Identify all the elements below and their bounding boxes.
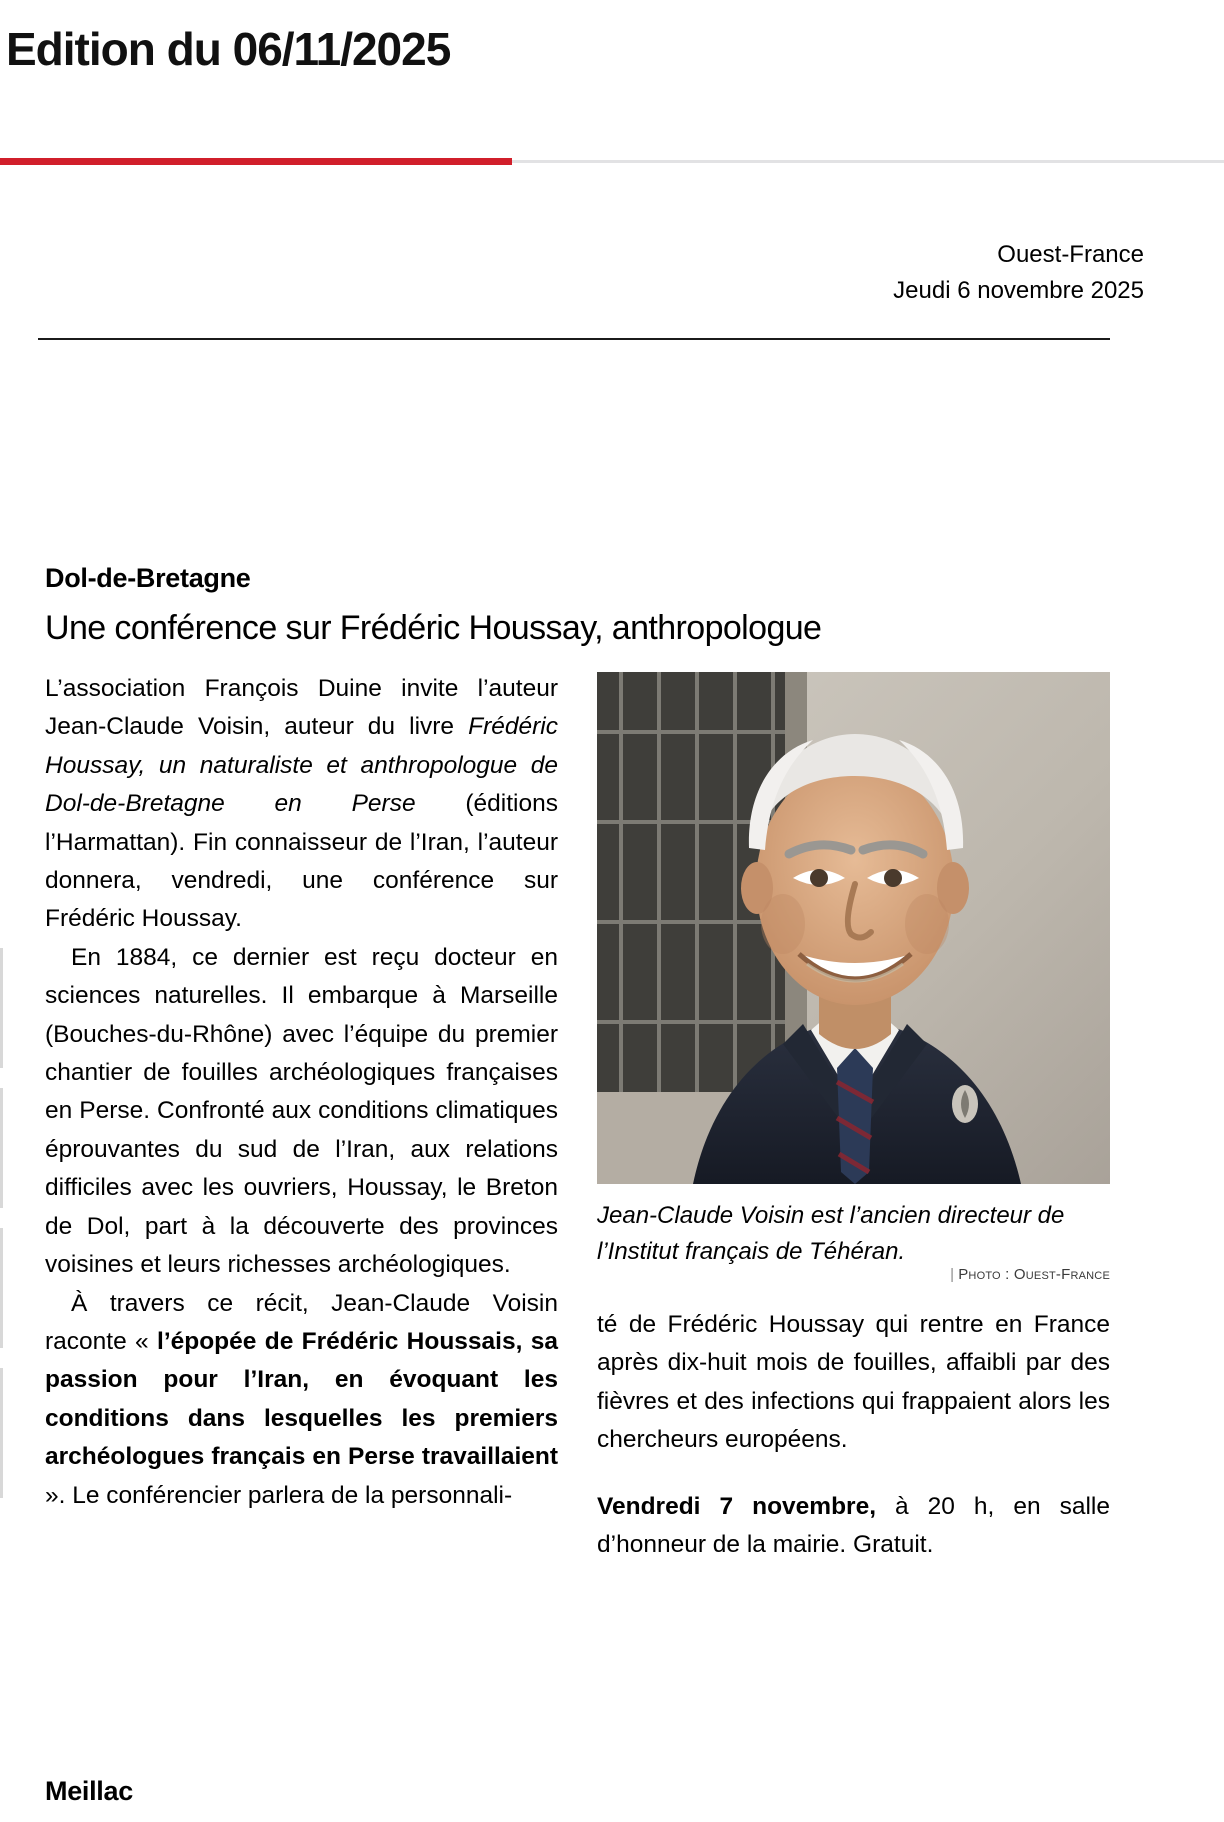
masthead [893, 237, 1144, 309]
article-column-right [597, 1306, 1110, 1564]
paragraph-3-text-a: À travers ce récit, Jean-Claude Voisin raconte « [45, 1289, 558, 1355]
scan-edge-mark-3 [0, 1228, 3, 1348]
masthead-divider [38, 338, 1110, 340]
paragraph-1-text-a: L’association François Duine invite l’auteur Jean-Claude Voisin, auteur du livre [45, 675, 558, 741]
paragraph-3-quote: l’épopée de Frédéric Houssais, sa passion pour l’Iran, en évoquant les conditions dans lesquelles les premiers archéologues français en Perse travaillaient [45, 1327, 558, 1471]
scan-edge-mark-4 [0, 1368, 3, 1498]
photo-caption: Jean-Claude Voisin est l’ancien directeur de l’Institut français de Téhéran. [597, 1202, 1065, 1265]
scan-edge-mark-2 [0, 1088, 3, 1208]
credit-source: Ouest-France [1013, 1266, 1110, 1283]
article-photo [597, 672, 1110, 1184]
article-paragraph-4: té de Frédéric Houssay qui rentre en France après dix-huit mois de fouilles, affaibli par des fièvres et des infections qui frappaient alors les chercheurs européens. [597, 1311, 1110, 1454]
article-headline: Une conférence sur Frédéric Houssay, anthropologue [45, 609, 822, 647]
article-paragraph-3 [45, 1285, 558, 1515]
accent-rule-red [0, 158, 512, 165]
photo-credit [597, 1266, 1110, 1283]
credit-label: Photo : [958, 1266, 1010, 1283]
masthead-publication: Ouest-France [997, 241, 1144, 268]
article-paragraph-2: En 1884, ce dernier est reçu docteur en sciences naturelles. Il embarque à Marseille (Bouches-du-Rhône) avec l’équipe du premier chantier de fouilles archéologiques françaises en Perse. Confronté aux conditions climatiques éprouvantes du sud de l’Iran, aux relations difficiles avec les ouvriers, Houssay, le Breton de Dol, part à la découverte des provinces voisines et leurs richesses archéologiques. [45, 943, 558, 1279]
paragraph-gap [597, 1460, 1110, 1488]
article-paragraph-1 [45, 670, 558, 939]
article-closing [597, 1488, 1110, 1565]
next-section-kicker: Meillac [45, 1776, 133, 1806]
book-title: Frédéric Houssay, un naturaliste et anthropologue de Dol-de-Bretagne en Perse [45, 713, 558, 818]
accent-rule-grey [512, 160, 1224, 163]
article [45, 563, 1110, 1559]
credit-separator: | [950, 1266, 955, 1283]
edition-header [0, 0, 1224, 118]
article-column-left [45, 670, 558, 1515]
article-kicker: Dol-de-Bretagne [45, 563, 251, 593]
newspaper-page [0, 168, 1224, 1822]
edition-title: Edition du 06/11/2025 [6, 23, 451, 75]
paragraph-3-text-b: ». Le conférencier parlera de la personnali- [45, 1481, 513, 1509]
portrait-photo-graphic [597, 672, 1110, 1184]
paragraph-1-text-b: (éditions l’Harmattan). Fin connaisseur de l’Iran, l’auteur donnera, vendredi, une conférence sur Frédéric Houssay. [45, 790, 558, 933]
scan-edge-mark-1 [0, 948, 3, 1068]
header-rule [0, 158, 1224, 165]
closing-details: à 20 h, en salle d’honneur de la mairie. Gratuit. [597, 1492, 1110, 1559]
masthead-date: Jeudi 6 novembre 2025 [893, 277, 1144, 304]
closing-date: Vendredi 7 novembre, [597, 1492, 877, 1520]
